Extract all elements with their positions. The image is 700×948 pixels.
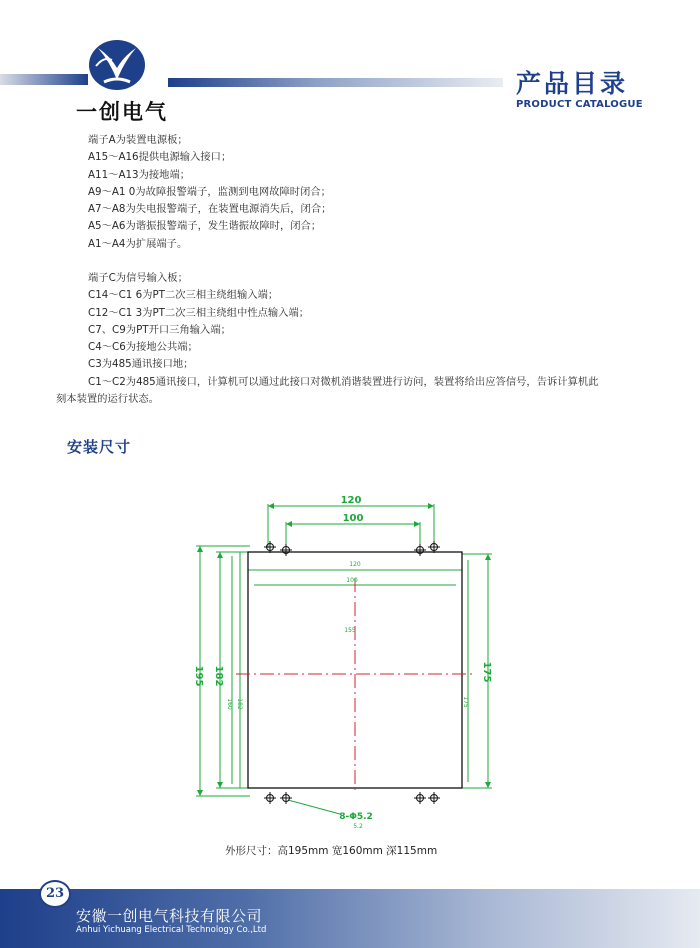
dim-inner-160: 160 [226, 698, 233, 710]
terminal-a-line: A9～A1 0为故障报警端子，监测到电网故障时闭合； [88, 185, 331, 198]
dim-left-inner: 182 [213, 665, 224, 687]
terminal-a-line: A5～A6为谐振报警端子，发生谐振故障时，闭合； [88, 220, 322, 233]
hole-label: 8-Φ5.2 [339, 812, 373, 822]
terminal-a-line: A11～A13为接地端； [88, 168, 191, 181]
header-bar-right [168, 78, 503, 87]
hole-sub-label: 5.2 [353, 823, 363, 830]
terminal-c-section [56, 270, 599, 408]
dim-top-outer: 120 [340, 495, 362, 506]
catalogue-title-cn: 产品目录 [516, 69, 629, 98]
footer-company-cn: 安徽一创电气科技有限公司 [76, 907, 263, 925]
logo-text: 一创电气 [76, 100, 168, 124]
terminal-a-section [88, 132, 331, 253]
terminal-c-line: C14～C1 6为PT二次三相主绕组输入端； [88, 289, 279, 302]
dim-inner-182: 182 [236, 698, 243, 710]
terminal-c-line: C1～C2为485通讯接口，计算机可以通过此接口对微机消谐装置进行访问，装置将给出应答信号，告诉计算机此 [88, 375, 599, 388]
terminal-a-line: A7～A8为失电报警端子，在装置电源消失后，闭合； [88, 203, 332, 216]
install-dimension-drawing [180, 492, 510, 832]
terminal-c-line: C7、C9为PT开口三角输入端； [88, 323, 231, 336]
footer-company-en: Anhui Yichuang Electrical Technology Co.,Ltd [76, 925, 267, 935]
page-number: 23 [39, 880, 71, 908]
section-title-install: 安装尺寸 [67, 438, 132, 456]
dim-inner-175: 175 [462, 696, 469, 708]
terminal-c-line: 端子C为信号输入板； [88, 272, 188, 284]
terminal-c-line: 刻本装置的运行状态。 [56, 393, 159, 406]
overall-dimensions: 外形尺寸：高195mm 宽160mm 深115mm [225, 845, 438, 857]
header-bar-left [0, 74, 88, 85]
terminal-c-line: C12～C1 3为PT二次三相主绕组中性点输入端； [88, 306, 310, 319]
terminal-a-line: A15～A16提供电源输入接口； [88, 151, 232, 164]
terminal-a-line: A1～A4为扩展端子。 [88, 237, 188, 250]
dim-inner-155: 155 [344, 627, 356, 634]
dim-inner-100: 100 [346, 577, 358, 584]
terminal-a-line: 端子A为装置电源板； [88, 134, 188, 146]
terminal-c-line: C4～C6为接地公共端； [88, 341, 198, 354]
company-logo-icon [84, 36, 150, 94]
dim-left-outer: 195 [193, 665, 204, 687]
dim-right-outer: 175 [481, 661, 492, 683]
dim-inner-120: 120 [349, 561, 361, 568]
dim-top-inner: 100 [342, 513, 364, 524]
terminal-c-line: C3为485通讯接口地； [88, 358, 194, 371]
catalogue-title-en: PRODUCT CATALOGUE [516, 99, 643, 110]
